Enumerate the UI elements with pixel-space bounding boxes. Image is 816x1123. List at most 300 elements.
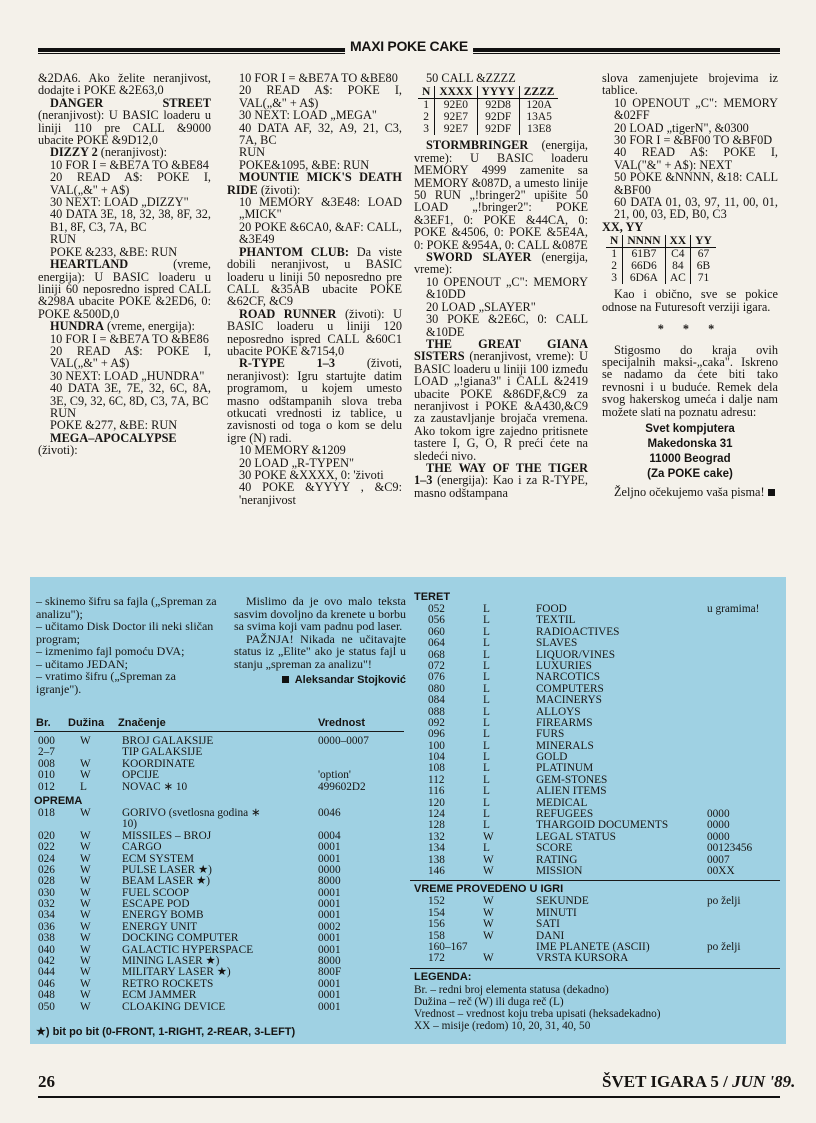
end-mark-icon [768,489,775,496]
table-cell: W [80,977,91,990]
legend-line: XX – misije (redom) 10, 20, 31, 40, 50 [414,1019,591,1032]
table-cell: 068 [428,648,445,661]
table-cell: 61B7 [623,248,665,261]
table-cell: W [80,943,91,956]
page-number: 26 [38,1072,55,1091]
game-entry: STORMBRINGER (energija, vreme): U BASIC loaderu MEMORY 4999 zamenite sa MEMORY &087D, a umesto linije 50 RUN „!bringer2" upišite 50 LOAD „!bringer2": POKE &3EF1, 0: POKE &44CA, 0: POKE &4506, 0: POKE &5E4A, 0: POKE &954A, 0: CALL &087E [414,138,588,252]
table-cell: 146 [428,864,445,877]
game-title: DANGER STREET [50,95,211,110]
table-cell: LUXURIES [536,659,592,672]
author-line [234,674,406,687]
game-entry: PHANTOM CLUB: Da viste dobili neranjivost, u BASIC loaderu u liniji 50 neposredno pre CALL &35AB ubacite POKE &62CF, &C9 [227,244,402,309]
table-cell: 154 [428,906,445,919]
table-row [410,896,782,907]
game-entry: ROAD RUNNER (životi): U BASIC loaderu u liniji 120 neposredno ispred CALL &60C1 ubacite POKE &7154,0 [227,306,402,358]
legend-line: Dužina – reč (W) ili duga reč (L) [414,995,564,1008]
legend-title: LEGENDA: [414,970,472,983]
table-cell: 'option' [318,769,351,782]
code-line: POKE&1095, &BE: RUN [239,157,370,172]
table-cell: MINERALS [536,739,594,752]
table-row [30,842,410,853]
table-cell: 92DF [477,123,519,135]
table-cell: 0000 [707,830,730,843]
table-cell: L [483,648,490,661]
table-cell: 0001 [318,989,341,1002]
table-cell: 0001 [318,1000,341,1013]
game-entry: MEGA–APOCALYPSE (životi): [38,430,177,458]
game-entry: R-TYPE 1–3 (životi, neranjivost): Igru startujte datim programom, u kojem umesto masno odštampanih slova treba otkucati vrednosti iz tablice, u zavisnosti od toga o kom se delu igre (N) radi. [227,356,403,445]
table-cell: L [483,785,490,798]
table-cell: 046 [38,977,55,990]
th-vrednost: Vrednost [318,717,366,729]
table-cell: DANI [536,929,565,942]
table-cell: 8000 [318,955,341,968]
table-row [30,1002,410,1013]
table-cell: COMPUTERS [536,682,604,695]
table-header-cell: NNNN [623,235,665,248]
table-cell: L [483,773,490,786]
table-row [418,123,558,135]
code-line: 10 FOR I = &BE7A TO &BE84 [50,157,209,172]
code-line: 40 DATA AF, 32, A9, 21, C3, 7A, BC [239,120,402,148]
table-row [410,718,782,729]
table-cell: L [483,625,490,638]
code-line: 60 DATA 01, 03, 97, 11, 00, 01, 21, 00, 03, ED, B0, C3 [614,195,778,222]
table-cell: W [483,918,494,931]
column-4-note [602,288,778,313]
table-cell: MACINERYS [536,694,602,707]
table-cell: L [483,739,490,752]
table-cell: PLATINUM [536,762,594,775]
table-cell: 128 [428,819,445,832]
header-title: MAXI POKE CAKE [345,38,473,54]
table-cell: 018 [38,806,55,819]
table-cell: W [80,757,91,770]
table-header-cell: ZZZZ [519,86,558,99]
page-header [38,40,780,60]
code-line: 10 OPENOUT „C": MEMORY &10DD [426,274,588,302]
legend-line: Br. – redni broj elementa statusa (dekadno) [414,983,609,996]
section-separator: * * * [657,322,723,337]
table-cell: 056 [428,614,445,627]
table-cell: 84 [665,260,691,272]
table-cell: 032 [38,898,55,911]
code-line: 20 LOAD „SLAYER" [426,299,536,314]
table-row [410,953,782,964]
table-cell: u gramima! [707,603,760,615]
table-row [410,627,782,638]
table-row [410,729,782,740]
table-cell: 1 [423,99,430,112]
table-cell: L [483,819,490,832]
table-row [30,782,410,793]
table-cell: 092 [428,716,445,729]
table-cell: W [483,853,494,866]
footer-rule [38,1096,780,1098]
table-cell: C4 [665,248,691,261]
table-cell: W [483,864,494,877]
table-cell: 00XX [707,864,735,877]
table-cell: 92DF [477,111,519,123]
table-cell: W [483,895,494,908]
table-cell: 0046 [318,806,341,819]
table-rule [410,968,780,969]
table-cell: 040 [38,943,55,956]
table-cell: GALACTIC HYPERSPACE [122,943,254,956]
legend-line: Vrednost – vrednost koju treba upisati (heksadekadno) [414,1007,661,1020]
column-3-text [414,139,588,499]
table-cell: L [483,603,490,615]
table-row [410,604,782,615]
code-line: 50 POKE &NNNN, &18: CALL &BF00 [614,170,778,197]
table-row [418,99,558,112]
table-row [30,990,410,1001]
table-cell: RADIOACTIVES [536,625,620,638]
table-cell: L [483,671,490,684]
code-line: 10 FOR I = &BE7A TO &BE80 [239,71,398,85]
box-text [234,595,406,687]
code-line: 20 LOAD „tigerN", &0300 [614,120,749,135]
table-cell: 0001 [318,932,341,945]
game-title: HEARTLAND [50,257,129,272]
table-cell: GEM-STONES [536,773,608,786]
code-line: 50 CALL &ZZZZ [426,71,516,85]
table-cell: W [80,966,91,979]
game-title: R-TYPE 1–3 [239,356,336,371]
table-cell: L [483,796,490,809]
table-cell: GORIVO (svetlosna godina ∗ [122,806,261,819]
table-cell: W [80,955,91,968]
table-cell: MISSILES – BROJ [122,829,212,842]
table-cell: 13A5 [519,111,558,123]
table-cell: 0000 [707,808,730,821]
mailing-address [602,422,778,482]
article-column-1 [38,72,211,457]
code-line: 40 READ A$: POKE I, VAL("&" + A$): NEXT [614,145,778,172]
table-cell: 072 [428,659,445,672]
table-cell: 020 [38,829,55,842]
game-entry: HUNDRA (vreme, energija): [50,319,195,334]
table-cell: MISSION [536,864,583,877]
table-row [410,786,782,797]
game-title: STORMBRINGER [426,138,529,153]
game-title: SWORD SLAYER [426,250,532,265]
table-cell: 0000 [707,819,730,832]
table-cell: BEAM LASER ★) [122,875,210,888]
code-line: RUN [50,405,76,420]
table-cell: OPCIJE [122,769,160,782]
table-row [410,707,782,718]
table-cell: 052 [428,603,445,615]
table-cell: 120A [519,99,558,112]
table-cell: 096 [428,728,445,741]
table-cell: 3 [611,272,618,285]
table-cell: L [483,694,490,707]
table-cell: W [80,806,91,819]
table-row [410,638,782,649]
table-cell: 100 [428,739,445,752]
author-mark-icon [282,676,289,683]
table-cell: 080 [428,682,445,695]
table-cell: 0002 [318,920,341,933]
table-row [418,111,558,123]
table-row [30,933,410,944]
table-cell: BROJ GALAKSIJE [122,735,214,747]
code-line: 40 DATA 3E, 18, 32, 38, 8F, 32, B1, 8F, C3, 7A, BC [50,207,211,234]
table-cell: L [483,637,490,650]
table-cell: 172 [428,952,445,965]
table-cell: 160–167 [428,940,468,953]
text-paragraph: slova zamenjujete brojevima iz tablice. [602,71,778,98]
table-cell: 0000 [318,863,341,876]
table-rule [34,731,404,732]
game-entry: DANGER STREET (neranjivost): U BASIC loaderu u liniji 110 pre CALL &9000 ubacite POKE &9D12,0 [38,95,211,148]
table-cell: L [483,659,490,672]
article-column-3 [414,72,588,499]
table-cell: NARCOTICS [536,671,601,684]
table-cell: W [80,932,91,945]
table-cell: W [80,909,91,922]
game-entry: THE WAY OF THE TIGER 1–3 (energija): Kao i za R-TYPE, masno odštampana [414,460,588,500]
table-cell: IME PLANETE (ASCII) [536,940,650,953]
table-cell: ALIEN ITEMS [536,785,607,798]
table-cell: W [80,898,91,911]
table-cell: RATING [536,853,578,866]
table-header-cell: YYYY [477,86,519,99]
table-cell: 0004 [318,829,341,842]
table-cell: 124 [428,808,445,821]
table-cell: L [483,682,490,695]
table-cell: W [483,830,494,843]
table-cell: 00123456 [707,842,753,855]
game-title: ROAD RUNNER [239,306,337,321]
table-cell: 0001 [318,898,341,911]
code-line: 40 DATA 3E, 7E, 32, 6C, 8A, 3E, C9, 32, 6C, 8D, C3, 7A, BC [50,381,211,408]
code-line: 10 MEMORY &3E48: LOAD „MICK" [239,195,402,222]
table-cell: 060 [428,625,445,638]
code-line: 10 OPENOUT „C": MEMORY &02FF [614,95,778,123]
table-cell: W [80,769,91,782]
code-line: 30 FOR I = &BF00 TO &BF0D [614,133,773,148]
table-row [30,736,410,747]
code-line: RUN [239,145,265,160]
code-line: POKE &277, &BE: RUN [50,418,178,433]
table-cell: 038 [38,932,55,945]
table-cell: 2 [423,111,430,124]
code-line: POKE &233, &BE: RUN [50,244,178,259]
table-cell: 034 [38,909,55,922]
table-cell: 0001 [318,841,341,854]
game-entry: MOUNTIE MICK'S DEATH RIDE (životi): [227,170,402,197]
article-column-2 [227,72,402,506]
game-title: THE GREAT GIANA SISTERS [414,336,588,364]
code-line: 30 POKE &2E6C, 0: CALL &10DE [426,312,588,339]
game-title: PHANTOM CLUB: [239,244,349,259]
table-cell: 2 [611,260,618,273]
table-cell: 026 [38,863,55,876]
table-cell: 000 [38,735,55,747]
table-cell: po želji [707,895,741,908]
table-cell: po želji [707,940,741,953]
game-title: THE WAY OF THE TIGER 1–3 [414,460,588,488]
game-entry: DIZZY 2 (neranjivost): [50,145,168,160]
table-cell: ECM JAMMER [122,989,197,1002]
table-cell: CLOAKING DEVICE [122,1000,226,1013]
table-cell: ALLOYS [536,705,581,718]
table-cell: 92E0 [435,99,477,112]
table-cell: 088 [428,705,445,718]
table-cell: 042 [38,955,55,968]
column-4-text [602,72,778,233]
table-cell: ESCAPE POD [122,898,190,911]
step-item: – učitamo Disk Doctor ili neki sličan program; [36,619,214,646]
table-cell: 152 [428,895,445,908]
table-cell: 024 [38,852,55,865]
tiger-table [606,235,716,284]
code-line: 20 READ A$: POKE I, VAL(„&" + A$) [50,343,211,371]
table-cell: 108 [428,762,445,775]
table-row [410,843,782,854]
table-cell: 0001 [318,943,341,956]
table-cell: 92E7 [435,111,477,123]
code-line: RUN [50,232,76,247]
table-cell: W [80,863,91,876]
table-cell: 499602D2 [318,780,366,793]
table-cell: 132 [428,830,445,843]
table-cell: 044 [38,966,55,979]
table-cell: 084 [428,694,445,707]
table-cell: FIREARMS [536,716,593,729]
closing-line: Željno očekujemo vaša pisma! [602,486,778,498]
table-cell: W [80,852,91,865]
table-cell: 076 [428,671,445,684]
table-cell: MINING LASER ★) [122,955,220,968]
game-entry: HEARTLAND (vreme, energija): U BASIC loaderu u liniji 60 neposredno ispred CALL &298A ubacite POKE &2ED6, 0: POKE &500D,0 [38,257,211,321]
table-cell: W [80,886,91,899]
table-cell: THARGOID DOCUMENTS [536,819,669,832]
table-row [410,695,782,706]
table-cell: 13E8 [519,123,558,135]
th-znacenje: Značenje [118,717,166,729]
table-cell: FUEL SCOOP [122,886,190,899]
section-oprema: OPREMA [34,794,83,807]
table-cell: 012 [38,780,55,793]
table-cell: 064 [428,637,445,650]
step-item: – vratimo šifru („Spreman za igranje"). [36,669,176,696]
table-cell: LEGAL STATUS [536,830,616,843]
step-item: – izmenimo fajl pomoću DVA; [36,644,185,658]
table-cell: 92E7 [435,123,477,135]
table-cell: TEXTIL [536,614,576,627]
box-warning: PAŽNJA! Nikada ne učitavajte status iz „Elite" ako je status fajl u stanju „spreman za analizu"! [234,631,406,671]
table-row [410,919,782,930]
table-cell: W [80,829,91,842]
table-cell: LIQUOR/VINES [536,648,616,661]
table-cell: 2–7 [38,746,55,759]
laser-note: ★) bit po bit (0-FRONT, 1-RIGHT, 2-REAR, 3-LEFT) [36,1026,296,1038]
table-cell: 67 [691,248,716,261]
table-row [410,908,782,919]
table-cell: 104 [428,751,445,764]
code-line: 20 READ A$: POKE I, VAL(„&" + A$) [239,83,402,110]
table-cell: MINUTI [536,906,577,919]
author-name: Aleksandar Stojković [294,674,406,686]
table-cell: L [483,716,490,729]
table-cell: ECM SYSTEM [122,852,194,865]
table-row [30,808,410,819]
table-cell: 120 [428,796,445,809]
code-line: 20 LOAD „R-TYPEN" [239,455,354,470]
table-cell: REFUGEES [536,808,594,821]
table-cell: SEKUNDE [536,895,589,908]
table-cell: 156 [428,918,445,931]
closing-text: Stigosmo do kraja ovih specijalnih maksi-„caka". Iskreno se nadamo da ćete biti tako revnosni i u buduće. Remek dela svog hakerskog umeća i dalje nam možete slati na poznatu adresu: [602,342,778,419]
table-cell: L [483,842,490,855]
code-line: 20 POKE &6CA0, &AF: CALL, &3E49 [239,219,402,247]
table-cell: 8000 [318,875,341,888]
table-header-row [418,86,558,99]
table-cell: W [80,1000,91,1013]
code-line: 10 FOR I = &BE7A TO &BE86 [50,331,209,346]
step-item: – skinemo šifru sa fajla („Spreman za analizu"); [36,594,217,621]
table-cell: 030 [38,886,55,899]
table-row [410,650,782,661]
table-cell: MILITARY LASER ★) [122,966,231,979]
section-vreme: VREME PROVEDENO U IGRI [414,883,564,896]
table-cell: PULSE LASER ★) [122,863,212,876]
table-cell: FURS [536,728,565,741]
table-row [30,876,410,887]
table-cell: W [80,875,91,888]
table-row [606,272,716,284]
table-cell: FOOD [536,603,567,615]
table-cell: 008 [38,757,55,770]
table-cell: SCORE [536,842,573,855]
table-cell: 0007 [707,853,730,866]
table-cell: L [80,780,87,793]
table-row [30,770,410,781]
table-cell: 112 [428,773,445,786]
table-cell: L [483,614,490,627]
table-header-row [606,235,716,248]
code-line: 10 MEMORY &1209 [239,443,346,458]
text-paragraph: &2DA6. Ako želite neranjivost, dodajte i POKE &2E63,0 [38,71,211,98]
table-cell: 10) [122,818,138,831]
table-cell: W [80,989,91,1002]
table-cell: 010 [38,769,55,782]
table-cell: 138 [428,853,445,866]
table-cell: W [483,952,494,965]
table-cell: RETRO ROCKETS [122,977,214,990]
table-cell: W [80,735,91,747]
table-cell: 036 [38,920,55,933]
elite-status-box [30,577,786,1044]
table-cell: 71 [691,272,716,284]
section-teret: TERET [414,591,451,603]
status-table-right [410,591,782,1032]
table-cell: 116 [428,785,445,798]
table-cell: 0001 [318,977,341,990]
table-cell: 0000–0007 [318,735,369,747]
table-cell: 3 [423,123,430,136]
table-cell: 0001 [318,852,341,865]
table-cell: 0001 [318,909,341,922]
code-line: 40 POKE &YYYY , &C9: 'neranjivost [239,480,402,507]
table-cell: L [483,762,490,775]
table-cell: DOCKING COMPUTER [122,932,239,945]
table-cell: AC [665,272,691,284]
table-cell: 6B [691,260,716,272]
